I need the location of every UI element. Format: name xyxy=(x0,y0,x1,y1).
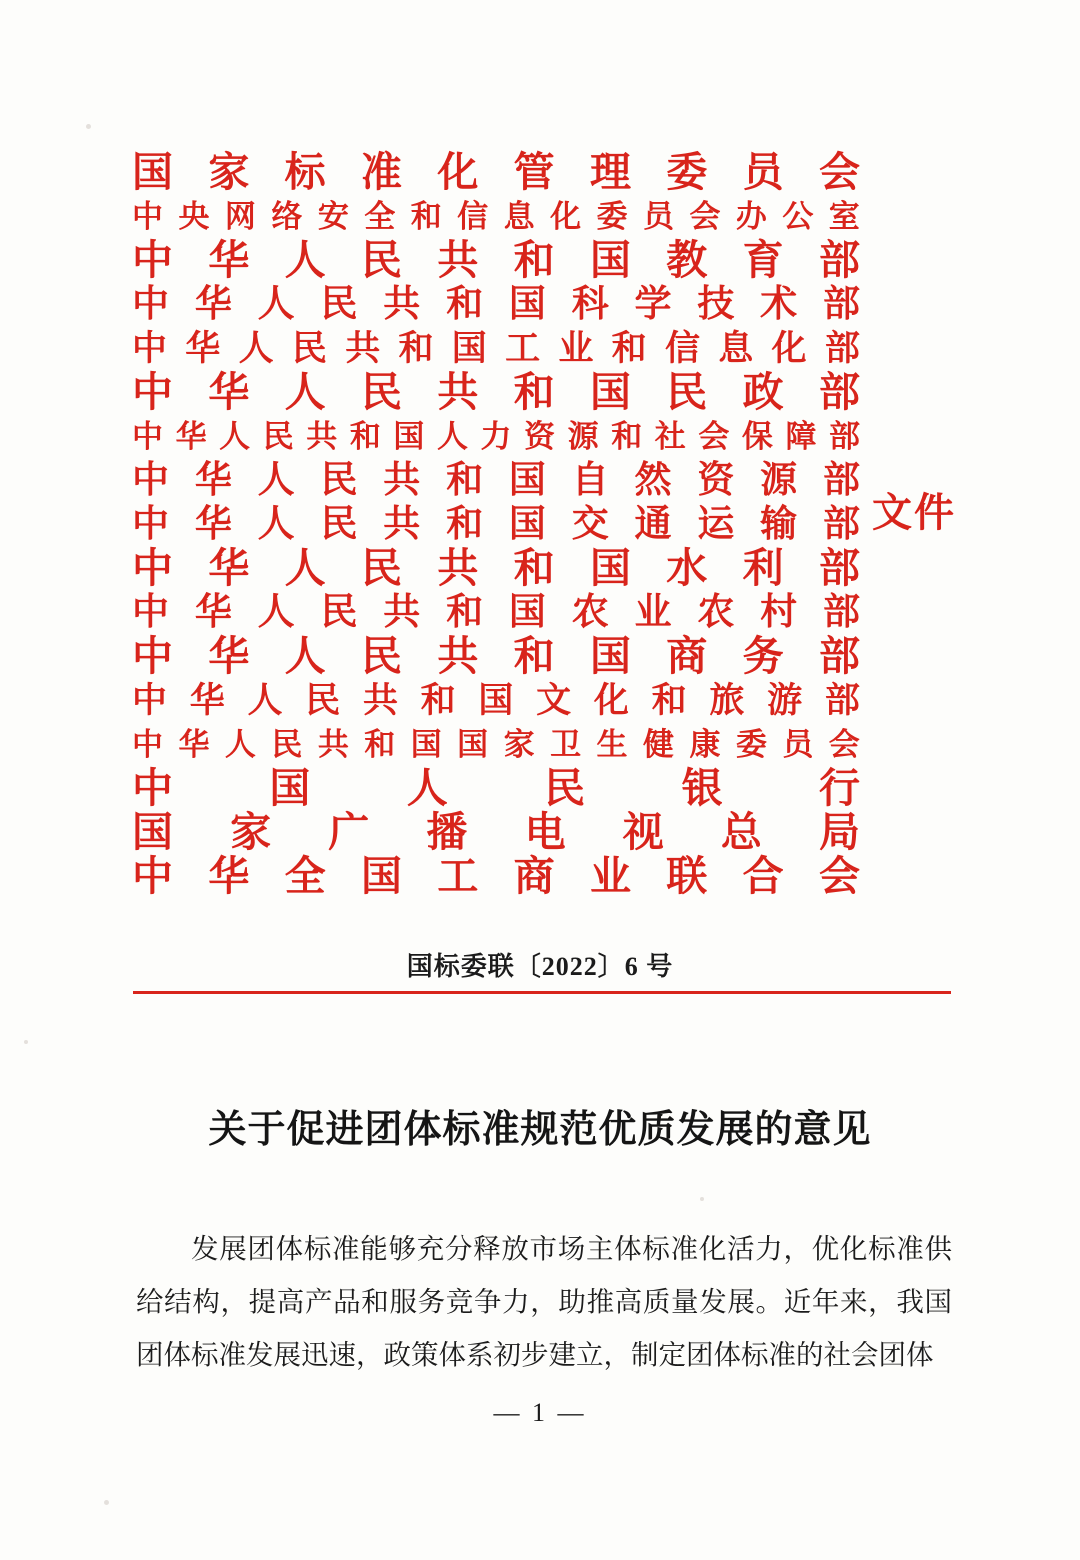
organization-char: 部 xyxy=(829,418,860,454)
organization-char: 共 xyxy=(383,283,421,325)
organization-char: 人 xyxy=(257,591,295,633)
organization-char: 华 xyxy=(208,236,250,283)
organization-char: 农 xyxy=(697,591,735,633)
organization-line xyxy=(132,766,860,810)
organization-char: 共 xyxy=(437,632,479,679)
organization-char: 保 xyxy=(741,418,773,454)
organization-char: 部 xyxy=(822,283,860,325)
organization-char: 华 xyxy=(208,544,250,591)
organization-char: 资 xyxy=(524,418,556,454)
organization-char: 共 xyxy=(437,368,479,415)
organization-char: 政 xyxy=(742,368,784,415)
organization-char: 华 xyxy=(194,503,232,545)
organization-char: 国 xyxy=(508,503,546,545)
organization-char: 社 xyxy=(654,418,686,454)
organization-char: 人 xyxy=(284,236,326,283)
organization-char: 华 xyxy=(178,726,210,762)
organization-char: 中 xyxy=(132,852,173,899)
organization-char: 运 xyxy=(697,503,735,545)
organization-char: 中 xyxy=(132,283,169,325)
organization-char: 民 xyxy=(320,591,358,633)
organization-char: 文 xyxy=(536,680,572,720)
organization-char: 人 xyxy=(219,418,251,454)
organization-char: 华 xyxy=(194,591,232,633)
organization-char: 和 xyxy=(513,544,555,591)
organization-char: 和 xyxy=(611,418,643,454)
organization-char: 中 xyxy=(132,591,169,633)
organization-char: 合 xyxy=(742,852,784,899)
organization-char: 然 xyxy=(634,459,672,501)
organization-char: 和 xyxy=(513,236,555,283)
organization-char: 和 xyxy=(513,632,555,679)
organization-char: 共 xyxy=(437,236,479,283)
body-text xyxy=(136,1222,952,1381)
organization-char: 民 xyxy=(320,459,358,501)
organization-char: 商 xyxy=(666,632,708,679)
organization-char: 源 xyxy=(760,459,798,501)
organization-char: 人 xyxy=(284,544,326,591)
organization-char: 和 xyxy=(410,198,442,234)
organization-char: 民 xyxy=(360,544,402,591)
organization-line xyxy=(132,326,860,370)
organization-char: 委 xyxy=(735,726,767,762)
organization-char: 息 xyxy=(503,198,535,234)
organization-char: 信 xyxy=(457,198,489,234)
organization-char: 家 xyxy=(230,808,272,855)
organization-char: 民 xyxy=(666,368,708,415)
organization-char: 技 xyxy=(697,283,735,325)
organization-char: 中 xyxy=(132,418,163,454)
organization-line xyxy=(132,414,860,458)
organization-char: 人 xyxy=(284,368,326,415)
organization-char: 部 xyxy=(818,632,860,679)
organization-char: 业 xyxy=(589,852,631,899)
organization-char: 国 xyxy=(589,236,631,283)
organization-char: 局 xyxy=(818,808,860,855)
organization-char: 和 xyxy=(651,680,687,720)
organization-char: 共 xyxy=(306,418,338,454)
organization-char: 部 xyxy=(818,544,860,591)
organization-char: 家 xyxy=(503,726,535,762)
organization-char: 共 xyxy=(437,544,479,591)
organization-char: 科 xyxy=(571,283,609,325)
organization-char: 中 xyxy=(132,459,169,501)
organization-char: 健 xyxy=(642,726,674,762)
organization-char: 中 xyxy=(132,726,163,762)
organization-char: 家 xyxy=(208,148,250,195)
organization-char: 民 xyxy=(544,764,586,811)
organization-char: 利 xyxy=(742,544,784,591)
organization-char: 部 xyxy=(822,591,860,633)
organization-char: 银 xyxy=(681,764,723,811)
organization-line xyxy=(132,546,860,590)
scan-speck xyxy=(24,1040,28,1044)
organization-char: 理 xyxy=(589,148,631,195)
organization-char: 障 xyxy=(785,418,817,454)
organization-char: 息 xyxy=(718,328,754,368)
organization-char: 和 xyxy=(446,591,484,633)
organization-char: 华 xyxy=(208,852,250,899)
organization-char: 会 xyxy=(828,726,860,762)
organization-char: 公 xyxy=(782,198,814,234)
organization-char: 业 xyxy=(634,591,672,633)
organization-char: 部 xyxy=(822,503,860,545)
organization-char: 会 xyxy=(818,852,860,899)
organization-char: 民 xyxy=(360,632,402,679)
organization-char: 华 xyxy=(175,418,207,454)
organization-char: 人 xyxy=(284,632,326,679)
organization-char: 广 xyxy=(328,808,370,855)
organization-char: 国 xyxy=(589,544,631,591)
organization-char: 中 xyxy=(132,503,169,545)
organization-char: 员 xyxy=(742,148,784,195)
organization-char: 游 xyxy=(767,680,803,720)
organization-char: 员 xyxy=(642,198,674,234)
organization-char: 和 xyxy=(446,283,484,325)
organization-char: 化 xyxy=(550,198,582,234)
organization-char: 华 xyxy=(208,632,250,679)
organization-char: 人 xyxy=(436,418,468,454)
organization-char: 人 xyxy=(247,680,283,720)
organization-char: 华 xyxy=(208,368,250,415)
organization-char: 输 xyxy=(760,503,798,545)
organization-char: 和 xyxy=(349,418,381,454)
organization-char: 共 xyxy=(317,726,349,762)
organization-char: 国 xyxy=(508,459,546,501)
organization-char: 国 xyxy=(269,764,311,811)
organization-char: 民 xyxy=(360,368,402,415)
organization-line xyxy=(132,238,860,282)
organization-char: 国 xyxy=(508,283,546,325)
organization-char: 自 xyxy=(571,459,609,501)
organization-char: 国 xyxy=(457,726,489,762)
organization-char: 华 xyxy=(189,680,225,720)
organization-char: 电 xyxy=(524,808,566,855)
organization-char: 联 xyxy=(666,852,708,899)
organization-char: 和 xyxy=(398,328,434,368)
body-paragraph: 发展团体标准能够充分释放市场主体标准化活力，优化标准供给结构，提高产品和服务竞争力，助推高质量发展。近年来，我国团体标准发展迅速，政策体系初步建立，制定团体标准的社会团体 xyxy=(136,1233,952,1370)
organization-line xyxy=(132,678,860,722)
organization-char: 中 xyxy=(132,632,173,679)
organization-char: 部 xyxy=(818,236,860,283)
organization-char: 和 xyxy=(420,680,456,720)
organization-char: 国 xyxy=(589,632,631,679)
organization-line xyxy=(132,810,860,854)
organization-char: 农 xyxy=(571,591,609,633)
organization-char: 国 xyxy=(410,726,442,762)
organization-char: 部 xyxy=(822,459,860,501)
organization-line xyxy=(132,458,860,502)
organization-char: 共 xyxy=(383,591,421,633)
organization-char: 化 xyxy=(437,148,479,195)
organization-char: 民 xyxy=(291,328,327,368)
organization-char: 国 xyxy=(393,418,425,454)
organization-char: 人 xyxy=(238,328,274,368)
organization-char: 中 xyxy=(132,328,168,368)
organization-char: 务 xyxy=(742,632,784,679)
organization-char: 工 xyxy=(505,328,541,368)
organization-char: 生 xyxy=(596,726,628,762)
organization-char: 人 xyxy=(257,503,295,545)
organization-char: 安 xyxy=(317,198,349,234)
organization-char: 教 xyxy=(666,236,708,283)
organization-char: 部 xyxy=(824,328,860,368)
organization-char: 康 xyxy=(689,726,721,762)
organization-char: 业 xyxy=(558,328,594,368)
organization-line xyxy=(132,722,860,766)
organization-char: 标 xyxy=(284,148,326,195)
organization-char: 共 xyxy=(362,680,398,720)
organization-char: 旅 xyxy=(709,680,745,720)
masthead-organizations xyxy=(132,150,860,898)
organization-char: 中 xyxy=(132,198,163,234)
red-divider-rule xyxy=(133,991,951,994)
organization-char: 人 xyxy=(406,764,448,811)
page-number: — 1 — xyxy=(493,1398,587,1427)
organization-char: 信 xyxy=(664,328,700,368)
organization-char: 播 xyxy=(426,808,468,855)
organization-char: 国 xyxy=(508,591,546,633)
organization-char: 共 xyxy=(383,459,421,501)
organization-line xyxy=(132,854,860,898)
organization-char: 华 xyxy=(185,328,221,368)
organization-line xyxy=(132,194,860,238)
organization-char: 中 xyxy=(132,544,173,591)
page-title: 关于促进团体标准规范优质发展的意见 xyxy=(208,1109,872,1151)
document-word-label: 文件 xyxy=(872,490,956,535)
organization-char: 全 xyxy=(284,852,326,899)
organization-char: 人 xyxy=(224,726,256,762)
organization-char: 国 xyxy=(478,680,514,720)
organization-char: 国 xyxy=(451,328,487,368)
organization-char: 通 xyxy=(634,503,672,545)
organization-char: 员 xyxy=(782,726,814,762)
organization-char: 会 xyxy=(818,148,860,195)
organization-char: 络 xyxy=(271,198,303,234)
organization-char: 术 xyxy=(760,283,798,325)
organization-char: 部 xyxy=(824,680,860,720)
organization-char: 民 xyxy=(360,236,402,283)
organization-line xyxy=(132,590,860,634)
organization-line xyxy=(132,282,860,326)
organization-char: 水 xyxy=(666,544,708,591)
organization-char: 工 xyxy=(437,852,479,899)
organization-char: 和 xyxy=(446,459,484,501)
organization-char: 共 xyxy=(345,328,381,368)
organization-char: 中 xyxy=(132,680,168,720)
organization-char: 民 xyxy=(262,418,294,454)
organization-char: 和 xyxy=(611,328,647,368)
organization-char: 准 xyxy=(360,148,402,195)
organization-char: 中 xyxy=(132,236,173,283)
organization-char: 村 xyxy=(760,591,798,633)
organization-char: 学 xyxy=(634,283,672,325)
organization-char: 力 xyxy=(480,418,512,454)
organization-char: 交 xyxy=(571,503,609,545)
organization-char: 管 xyxy=(513,148,555,195)
organization-char: 源 xyxy=(567,418,599,454)
organization-char: 民 xyxy=(305,680,341,720)
organization-char: 人 xyxy=(257,283,295,325)
organization-char: 行 xyxy=(818,764,860,811)
scan-speck xyxy=(700,1197,704,1201)
document-number: 国标委联〔2022〕6 号 xyxy=(406,952,674,981)
organization-char: 央 xyxy=(178,198,210,234)
organization-line xyxy=(132,150,860,194)
organization-char: 化 xyxy=(771,328,807,368)
organization-line xyxy=(132,634,860,678)
organization-char: 华 xyxy=(194,283,232,325)
organization-char: 国 xyxy=(360,852,402,899)
organization-char: 全 xyxy=(364,198,396,234)
organization-char: 视 xyxy=(622,808,664,855)
organization-char: 和 xyxy=(513,368,555,415)
organization-char: 总 xyxy=(720,808,762,855)
organization-char: 人 xyxy=(257,459,295,501)
organization-char: 中 xyxy=(132,368,173,415)
organization-char: 委 xyxy=(666,148,708,195)
organization-char: 室 xyxy=(828,198,860,234)
organization-char: 国 xyxy=(132,148,173,195)
organization-char: 和 xyxy=(446,503,484,545)
organization-char: 国 xyxy=(589,368,631,415)
organization-char: 办 xyxy=(735,198,767,234)
organization-char: 卫 xyxy=(550,726,582,762)
organization-char: 部 xyxy=(818,368,860,415)
organization-char: 商 xyxy=(513,852,555,899)
organization-char: 民 xyxy=(320,283,358,325)
organization-char: 民 xyxy=(320,503,358,545)
organization-char: 民 xyxy=(271,726,303,762)
organization-char: 国 xyxy=(132,808,173,855)
organization-char: 会 xyxy=(698,418,730,454)
scan-speck xyxy=(104,1500,109,1505)
organization-char: 会 xyxy=(689,198,721,234)
organization-line xyxy=(132,502,860,546)
organization-char: 网 xyxy=(224,198,256,234)
organization-char: 华 xyxy=(194,459,232,501)
scan-speck xyxy=(86,124,91,129)
organization-char: 育 xyxy=(742,236,784,283)
organization-char: 资 xyxy=(697,459,735,501)
organization-char: 化 xyxy=(593,680,629,720)
organization-char: 中 xyxy=(132,764,173,811)
organization-char: 委 xyxy=(596,198,628,234)
organization-line xyxy=(132,370,860,414)
organization-char: 和 xyxy=(364,726,396,762)
organization-char: 共 xyxy=(383,503,421,545)
